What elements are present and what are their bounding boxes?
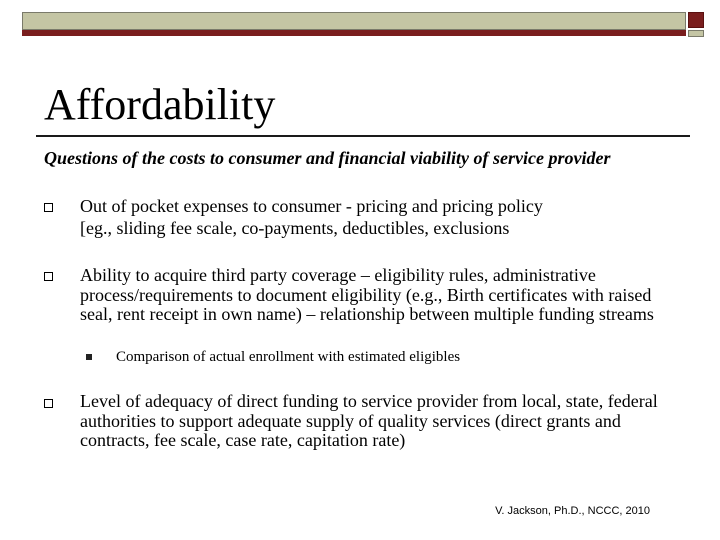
sub-bullet-icon (86, 354, 92, 360)
slide-footer: V. Jackson, Ph.D., NCCC, 2010 (495, 505, 650, 517)
header-band (22, 12, 686, 30)
bullet-box-icon (44, 272, 53, 281)
title-divider (36, 135, 690, 137)
corner-square-light (688, 30, 704, 37)
bullet-item-2: Ability to acquire third party coverage – eligibility rules, administrative process/requirements to document eligibility (e.g., Birth certificates with raised seal, rent receipt in own name) – relationship between multiple funding streams (80, 265, 654, 324)
bullet-item-3: Level of adequacy of direct funding to service provider from local, state, federal authorities to support adequate supply of quality services (direct grants and contracts, fee scale, case rate, capitation rate) (80, 391, 658, 450)
slide-subtitle: Questions of the costs to consumer and financial viability of service provider (44, 148, 611, 168)
slide-title: Affordability (44, 80, 276, 129)
bullet-item-1 (80, 196, 680, 238)
header-accent-line (22, 30, 686, 36)
bullet-1-line-1: Out of pocket expenses to consumer - pricing and pricing policy (80, 196, 543, 216)
bullet-box-icon (44, 203, 53, 212)
bullet-box-icon (44, 399, 53, 408)
bullet-1-line-2: [eg., sliding fee scale, co-payments, deductibles, exclusions (80, 218, 510, 238)
corner-square-dark (688, 12, 704, 28)
sub-bullet-item: Comparison of actual enrollment with estimated eligibles (116, 349, 461, 365)
